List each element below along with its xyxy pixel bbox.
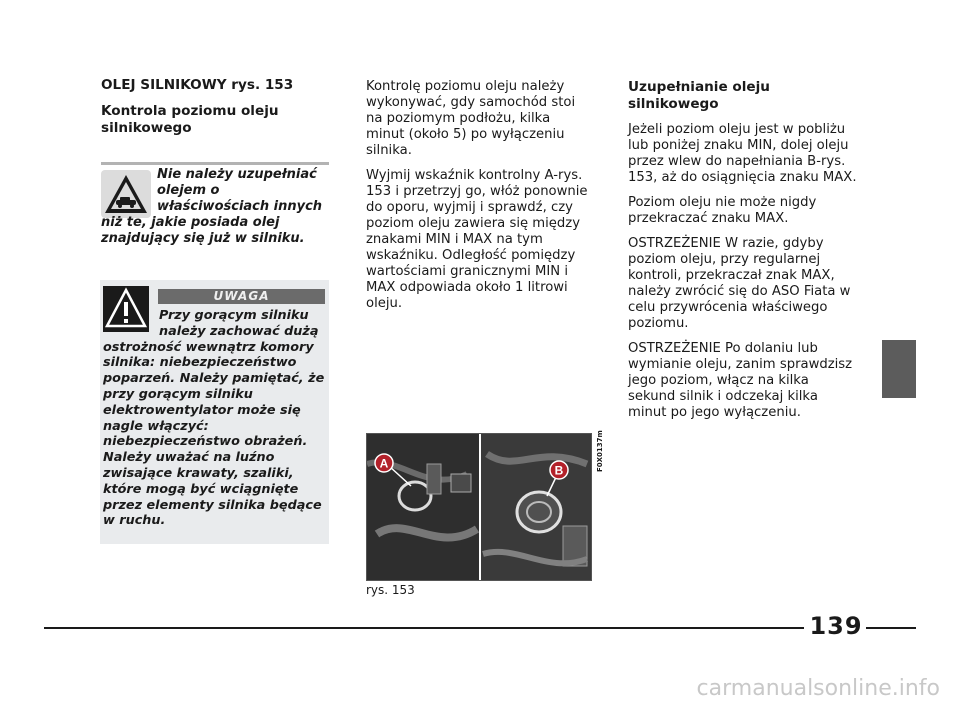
- figure-label-a: A: [379, 456, 389, 471]
- refill-heading: Uzupełnianie oleju silnikowego: [628, 79, 770, 112]
- figure-code: F0X0137m: [596, 430, 604, 472]
- oil-note: Nie należy uzupełniać olejem o właściwościach innych niż te, jakie posiada olej znajdujący się już w silniku.: [101, 167, 323, 246]
- section-subtitle: Kontrola poziomu oleju silnikowego: [101, 103, 279, 136]
- engine-photo: [366, 433, 592, 581]
- paragraph: Wyjmij wskaźnik kontrolny A-rys. 153 i przetrzyj go, włóż ponownie do oporu, wyjmij i sprawdź, czy poziom oleju zawiera się między znakami MIN i MAX na tym wskaźniku. Odległość pomiędzy wartościami granicznymi MIN i MAX odpowiada około 1 litrowi oleju.: [366, 168, 588, 311]
- paragraph: Poziom oleju nie może nigdy przekraczać znaku MAX.: [628, 195, 817, 226]
- warning-box: [100, 280, 329, 544]
- note-top-rule: [101, 162, 329, 165]
- footer-rule-right: [866, 627, 916, 629]
- paragraph: OSTRZEŻENIE W razie, gdyby poziom oleju, przy regularnej kontroli, przekraczał znak MAX, należy zwrócić się do ASO Fiata w celu przywrócenia właściwego poziomu.: [628, 236, 851, 331]
- page-number: 139: [809, 612, 863, 640]
- figure-caption: rys. 153: [366, 583, 415, 597]
- warning-text: Przy gorącym silniku należy zachować dużą ostrożność wewnątrz komory silnika: niebezpieczeństwo poparzeń. Należy pamiętać, że przy gorącym silniku elektrowentylator może się nagle włączyć: niebezpieczeństwo obrażeń. Należy uważać na luźno zwisające krawaty, szaliki, które mogą być wciągnięte przez elementy silnika będące w ruchu.: [103, 308, 325, 529]
- footer-rule-left: [44, 627, 804, 629]
- chapter-tab: [882, 340, 916, 398]
- middle-column: [366, 79, 592, 321]
- paragraph: OSTRZEŻENIE Po dolaniu lub wymianie oleju, zanim sprawdzisz jego poziom, włącz na kilka sekund silnik i odczekaj kilka minut po jego wyłączeniu.: [628, 341, 853, 420]
- section-title: OLEJ SILNIKOWY rys. 153: [101, 77, 294, 93]
- paragraph: Jeżeli poziom oleju jest w pobliżu lub poniżej znaku MIN, dolej oleju przez wlew do napełniania B-rys. 153, aż do osiągnięcia znaku MAX.: [628, 122, 857, 185]
- right-column: [628, 79, 860, 430]
- figure-label-b: B: [554, 463, 564, 478]
- paragraph: Kontrolę poziomu oleju należy wykonywać, gdy samochód stoi na poziomym podłożu, kilka minut (około 5) po wyłączeniu silnika.: [366, 79, 576, 158]
- watermark: carmanualsonline.info: [696, 676, 940, 701]
- warning-label: UWAGA: [158, 289, 325, 304]
